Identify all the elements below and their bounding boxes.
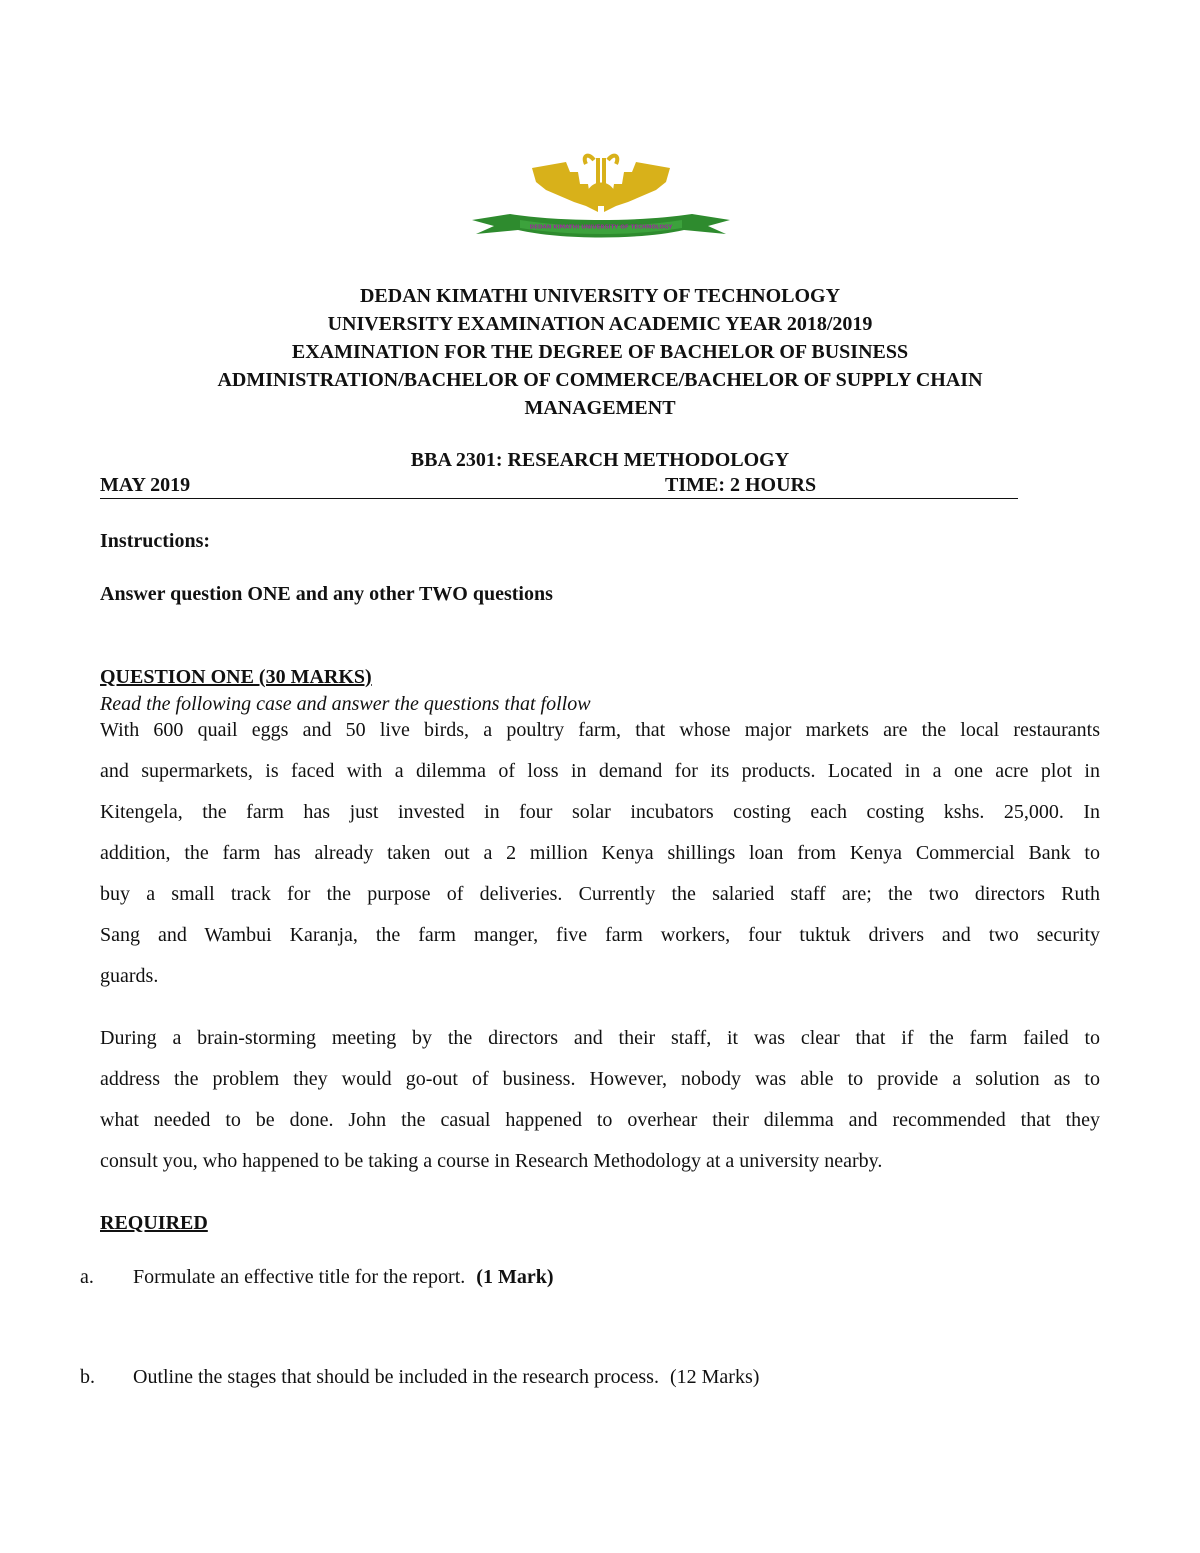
case-line: address the problem they would go-out of business. However, nobody was able to provide a solution as to	[100, 1068, 1100, 1090]
item-text	[133, 1364, 759, 1390]
item-letter: b.	[80, 1366, 95, 1388]
instructions-text: Answer question ONE and any other TWO questions	[100, 583, 553, 605]
degree-line-3: MANAGEMENT	[524, 397, 676, 419]
case-paragraph-2	[100, 1018, 1100, 1182]
date-time-row	[100, 472, 1018, 499]
logo-ribbon-text: DEDAN KIMATHI UNIVERSITY OF TECHNOLOGY	[529, 224, 673, 231]
case-line: During a brain-storming meeting by the directors and their staff, it was clear that if the farm failed to	[100, 1027, 1100, 1049]
exam-duration: TIME: 2 HOURS	[665, 474, 817, 496]
case-line: guards.	[100, 965, 159, 987]
case-line: what needed to be done. John the casual happened to overhear their dilemma and recommended that they	[100, 1109, 1100, 1131]
case-paragraph-1	[100, 710, 1100, 997]
question-one-heading: QUESTION ONE (30 MARKS)	[100, 666, 372, 688]
case-line: and supermarkets, is faced with a dilemma of loss in demand for its products. Located in a one acre plot in	[100, 760, 1100, 782]
case-line: consult you, who happened to be taking a course in Research Methodology at a university nearby.	[100, 1150, 883, 1172]
degree-line-1: EXAMINATION FOR THE DEGREE OF BACHELOR OF BUSINESS	[291, 341, 909, 363]
exam-date: MAY 2019	[100, 474, 191, 496]
case-line: Sang and Wambui Karanja, the farm manger, five farm workers, four tuktuk drivers and two security	[100, 924, 1100, 946]
logo-emblem-icon	[470, 150, 732, 246]
case-intro: Read the following case and answer the questions that follow	[100, 693, 591, 715]
exam-academic-year: UNIVERSITY EXAMINATION ACADEMIC YEAR 2018/2019	[327, 313, 873, 335]
course-title: BBA 2301: RESEARCH METHODOLOGY	[410, 449, 790, 471]
item-prompt: Formulate an effective title for the report.	[133, 1266, 466, 1288]
case-line: addition, the farm has already taken out a 2 million Kenya shillings loan from Kenya Commercial Bank to	[100, 842, 1100, 864]
item-text	[133, 1264, 553, 1290]
case-line: Kitengela, the farm has just invested in four solar incubators costing each costing kshs. 25,000. In	[100, 801, 1100, 823]
case-line: With 600 quail eggs and 50 live birds, a poultry farm, that whose major markets are the local restaurants	[100, 719, 1100, 741]
university-name: DEDAN KIMATHI UNIVERSITY OF TECHNOLOGY	[359, 285, 841, 307]
university-logo	[470, 150, 732, 246]
degree-line-2: ADMINISTRATION/BACHELOR OF COMMERCE/BACHELOR OF SUPPLY CHAIN	[217, 369, 983, 391]
item-marks: (1 Mark)	[476, 1266, 554, 1288]
item-letter: a.	[80, 1266, 94, 1288]
required-heading: REQUIRED	[100, 1212, 208, 1234]
case-line: buy a small track for the purpose of deliveries. Currently the salaried staff are; the two directors Ruth	[100, 883, 1100, 905]
item-marks: (12 Marks)	[669, 1366, 760, 1388]
instructions-heading: Instructions:	[100, 530, 211, 552]
item-prompt: Outline the stages that should be included in the research process.	[133, 1366, 659, 1388]
